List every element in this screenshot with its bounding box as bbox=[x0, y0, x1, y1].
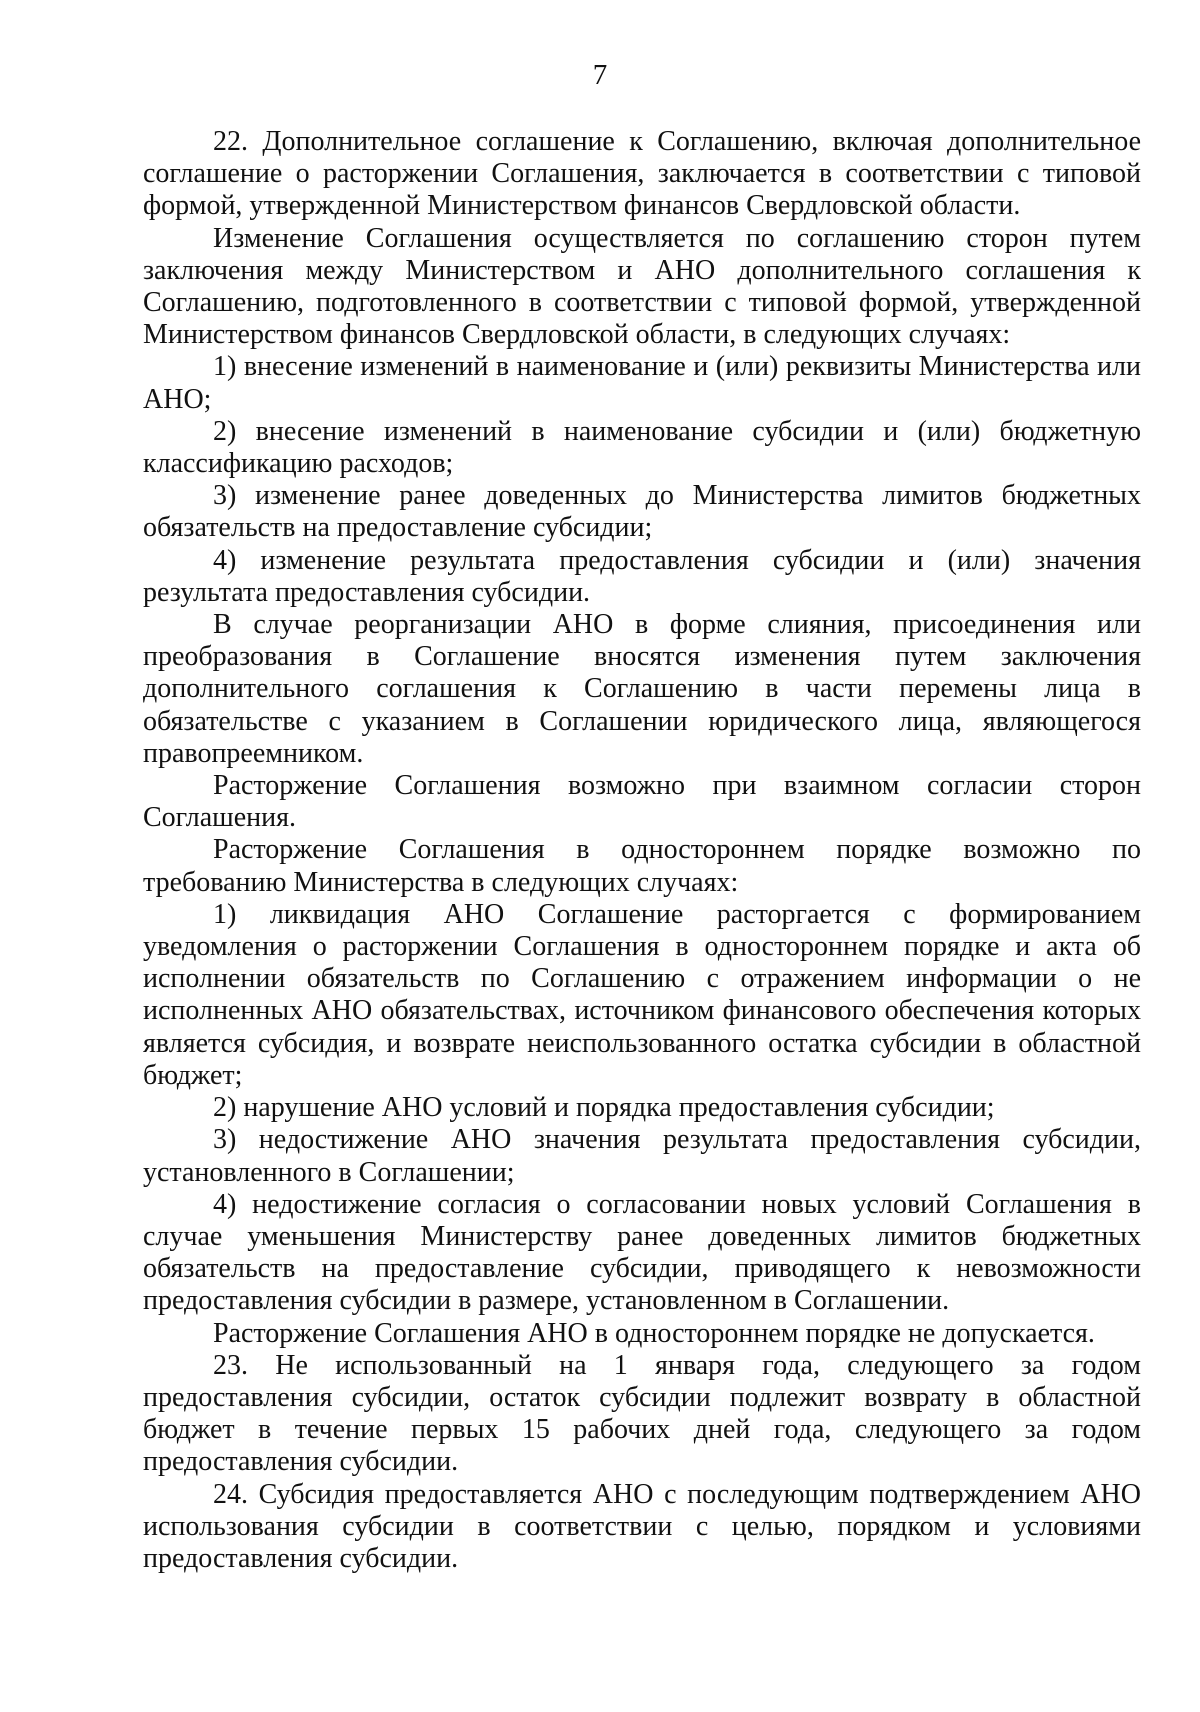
list-item-termination-1: 1) ликвидация АНО Соглашение расторгается с формированием уведомления о расторжении Соглашения в одностороннем порядке и акта об исполнении обязательств по Соглашению с отражением информации о не исполненных АНО обязательствах, источником финансового обеспечения которых является субсидия, и возврате неиспользованного остатка субсидии в областной бюджет; bbox=[143, 898, 1141, 1091]
list-item-termination-4: 4) недостижение согласия о согласовании новых условий Соглашения в случае уменьшения Министерству ранее доведенных лимитов бюджетных обязательств на предоставление субсидии, приводящего к невозможности предоставления субсидии в размере, установленном в Соглашении. bbox=[143, 1188, 1141, 1317]
list-item-termination-3: 3) недостижение АНО значения результата предоставления субсидии, установленного в Соглашении; bbox=[143, 1124, 1141, 1188]
paragraph-amendment-cases: Изменение Соглашения осуществляется по соглашению сторон путем заключения между Министерством и АНО дополнительного соглашения к Соглашению, подготовленного в соответствии с типовой формой, утвержденной Министерством финансов Свердловской области, в следующих случаях: bbox=[143, 222, 1141, 351]
list-item-amendment-3: 3) изменение ранее доведенных до Министерства лимитов бюджетных обязательств на предоставление субсидии; bbox=[143, 480, 1141, 544]
list-item-amendment-2: 2) внесение изменений в наименование субсидии и (или) бюджетную классификацию расходов; bbox=[143, 415, 1141, 480]
paragraph-24: 24. Субсидия предоставляется АНО с последующим подтверждением АНО использования субсидии в соответствии с целью, порядком и условиями предоставления субсидии. bbox=[143, 1478, 1141, 1574]
paragraph-mutual-termination: Расторжение Соглашения возможно при взаимном согласии сторон Соглашения. bbox=[143, 770, 1141, 834]
list-item-amendment-1: 1) внесение изменений в наименование и (или) реквизиты Министерства или АНО; bbox=[143, 351, 1141, 415]
list-item-termination-2: 2) нарушение АНО условий и порядка предоставления субсидии; bbox=[213, 1092, 995, 1124]
paragraph-reorganization: В случае реорганизации АНО в форме слияния, присоединения или преобразования в Соглашение вносятся изменения путем заключения дополнительного соглашения к Соглашению в части перемены лица в обязательстве с указанием в Соглашении юридического лица, являющегося правопреемником. bbox=[143, 609, 1141, 769]
paragraph-22: 22. Дополнительное соглашение к Соглашению, включая дополнительное соглашение о расторжении Соглашения, заключается в соответствии с типовой формой, утвержденной Министерством финансов Свердловской области. bbox=[143, 126, 1141, 222]
paragraph-unilateral-termination: Расторжение Соглашения в одностороннем порядке возможно по требованию Министерства в следующих случаях: bbox=[143, 834, 1141, 898]
page-number: 7 bbox=[592, 59, 608, 91]
document-body bbox=[143, 126, 1141, 1575]
list-item-amendment-4: 4) изменение результата предоставления субсидии и (или) значения результата предоставления субсидии. bbox=[143, 544, 1141, 608]
paragraph-no-unilateral-termination: Расторжение Соглашения АНО в одностороннем порядке не допускается. bbox=[213, 1317, 1095, 1349]
paragraph-23: 23. Не использованный на 1 января года, следующего за годом предоставления субсидии, остаток субсидии подлежит возврату в областной бюджет в течение первых 15 рабочих дней года, следующего за годом предоставления субсидии. bbox=[143, 1349, 1141, 1478]
